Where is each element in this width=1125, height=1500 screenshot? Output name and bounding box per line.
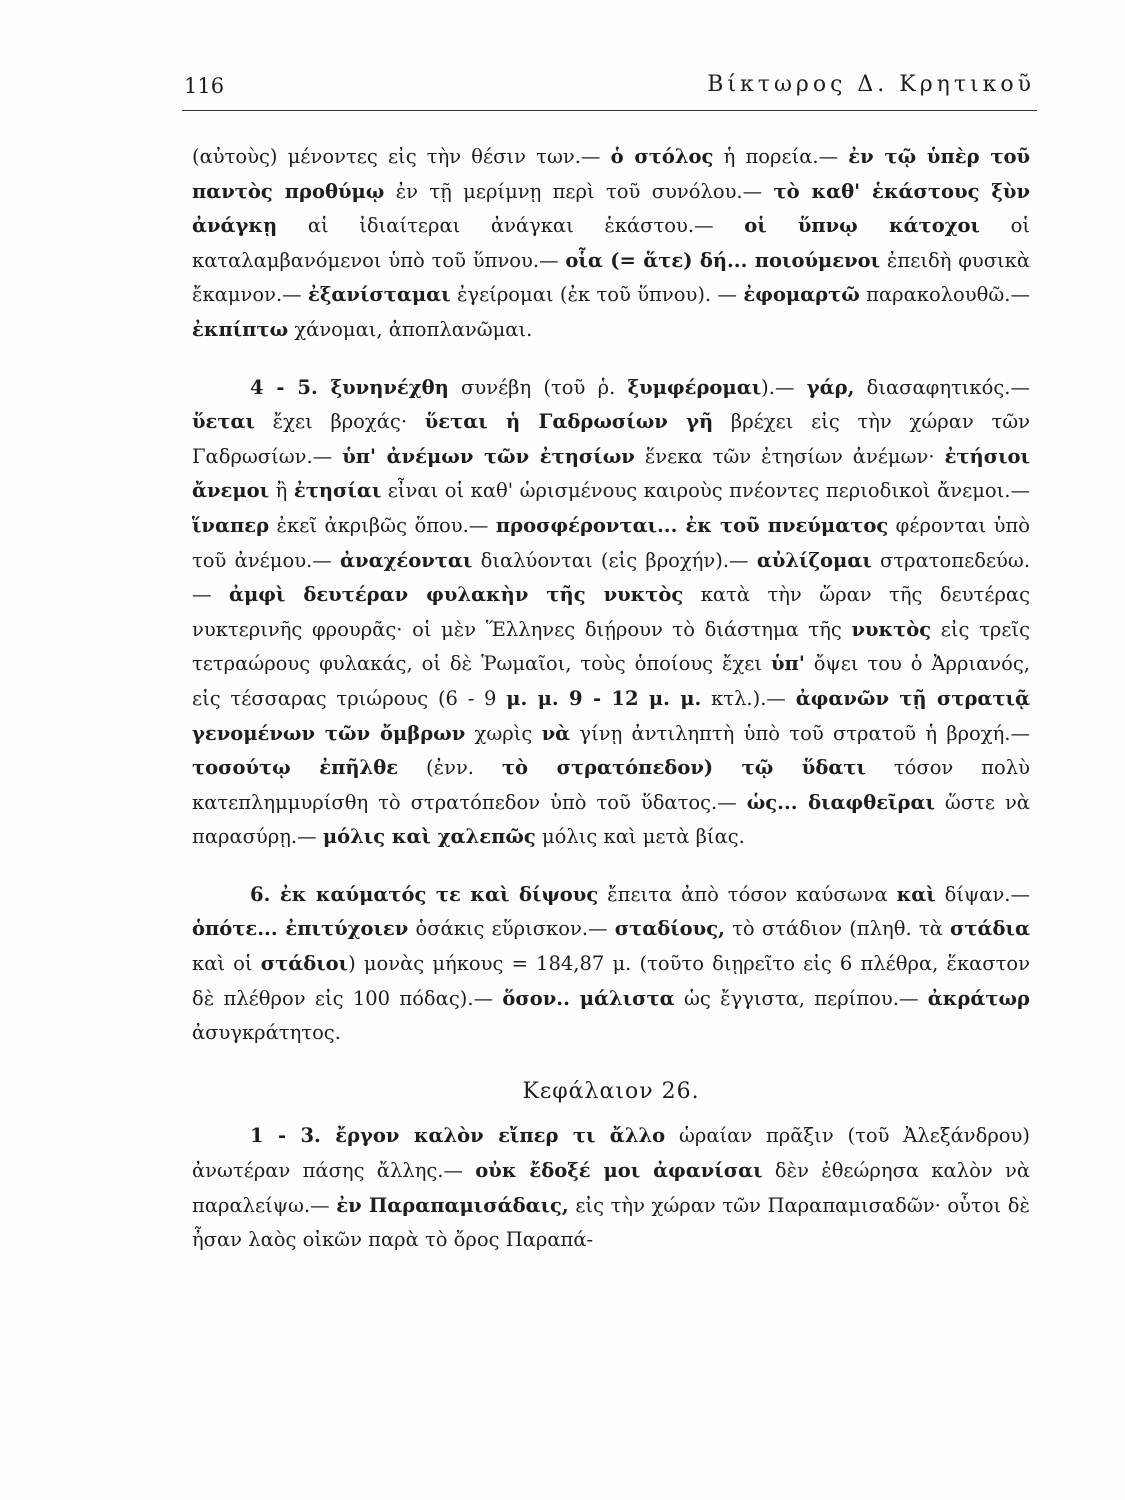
paragraph-6: 6. ἐκ καύματός τε καὶ δίψους ἔπειτα ἀπὸ τόσον καύσωνα καὶ δίψαν.— ὁπότε... ἐπιτύχοιεν ὁσάκις εὕρισκον.— σταδίους, τὸ στάδιον (πληθ. τὰ στάδια καὶ οἱ στάδιοι) μονὰς μήκους = 184,87 μ. (τοῦτο διῃρεῖτο εἰς 6 πλέθρα, ἕκαστον δὲ πλέθρον εἰς 100 πόδας).— ὅσον.. μάλιστα ὡς ἔγγιστα, περίπου.— ἀκράτωρ ἀσυγκράτητος. [192,882,1031,1045]
paragraph-4-5: 4 - 5. ξυνηνέχθη συνέβη (τοῦ ῥ. ξυμφέρομαι).— γάρ, διασαφητικός.— ὕεται ἔχει βροχάς· ὕεται ἡ Γαδρωσίων γῆ βρέχει εἰς τὴν χώραν τῶν Γαδρωσίων.— ὑπ' ἀνέμων τῶν ἐτησίων ἕνεκα τῶν ἐτησίων ἀνέμων· ἐτήσιοι ἄνεμοι ἢ ἐτησίαι εἶναι οἱ καθ' ὡρισμένους καιροὺς πνέοντες περιοδικοὶ ἄνεμοι.— ἵναπερ ἐκεῖ ἀκριβῶς ὅπου.— προσφέρονται... ἐκ τοῦ πνεύματος φέρονται ὑπὸ τοῦ ἀνέμου.— ἀναχέονται διαλύονται (εἰς βροχήν).— αὐλίζομαι στρατοπεδεύω.— ἀμφὶ δευτέραν φυλακὴν τῆς νυκτὸς κατὰ τὴν ὥραν τῆς δευτέρας νυκτερινῆς φρουρᾶς· οἱ μὲν Ἕλληνες διῄρουν τὸ διάστημα τῆς νυκτὸς εἰς τρεῖς τετραώρους φυλακάς, οἱ δὲ Ῥωμαῖοι, τοὺς ὁποίους ἔχει ὑπ' ὄψει του ὁ Ἀρριανός, εἰς τέσσαρας τριώρους (6 - 9 μ. μ. 9 - 12 μ. μ. κτλ.).— ἀφανῶν τῇ στρατιᾷ γενομένων τῶν ὄμβρων χωρὶς νὰ γίνῃ ἀντιληπτὴ ὑπὸ τοῦ στρατοῦ ἡ βροχή.— τοσούτῳ ἐπῆλθε (ἐνν. τὸ στρατόπεδον) τῷ ὕδατι τόσον πολὺ κατεπλημμυρίσθη τὸ στρατόπεδον ὑπὸ τοῦ ὕδατος.— ὡς... διαφθεῖραι ὥστε νὰ παρασύρῃ.— μόλις καὶ χαλεπῶς μόλις καὶ μετὰ βίας. [192,375,1031,849]
running-head: Βίκτωρος Δ. Κρητικοῦ [707,72,1035,97]
paragraph-chapter-25-ch3: (αὐτοὺς) μένοντες εἰς τὴν θέσιν των.— ὁ στόλος ἡ πορεία.— ἐν τῷ ὑπὲρ τοῦ παντὸς προθύμῳ ἐν τῇ μερίμνῃ περὶ τοῦ συνόλου.— τὸ καθ' ἑκάστους ξὺν ἀνάγκῃ αἱ ἰδιαίτεραι ἀνάγκαι ἑκάστου.— οἱ ὕπνῳ κάτοχοι οἱ καταλαμβανόμενοι ὑπὸ τοῦ ὕπνου.— οἷα (= ἅτε) δή... ποιούμενοι ἐπειδὴ φυσικὰ ἔκαμνον.— ἐξανίσταμαι ἐγείρομαι (ἐκ τοῦ ὕπνου). — ἐφομαρτῶ παρακολουθῶ.— ἐκπίπτω χάνομαι, ἀποπλανῶμαι. [192,145,1031,341]
page-header [182,70,1037,111]
page-number: 116 [184,74,225,98]
paragraph-1-3: 1 - 3. ἔργον καλὸν εἴπερ τι ἄλλο ὡραίαν πρᾶξιν (τοῦ Ἀλεξάνδρου) ἀνωτέραν πάσης ἄλλης.— οὐκ ἔδοξέ μοι ἀφανίσαι δὲν ἐθεώρησα καλὸν νὰ παραλείψω.— ἐν Παραπαμισάδαις, εἰς τὴν χώραν τῶν Παραπαμισαδῶν· οὗτοι δὲ ἦσαν λαὸς οἰκῶν παρὰ τὸ ὄρος Παραπά- [192,1124,1030,1252]
chapter-heading: Κεφάλαιον 26. [522,1078,700,1104]
page-body [192,140,1030,1258]
